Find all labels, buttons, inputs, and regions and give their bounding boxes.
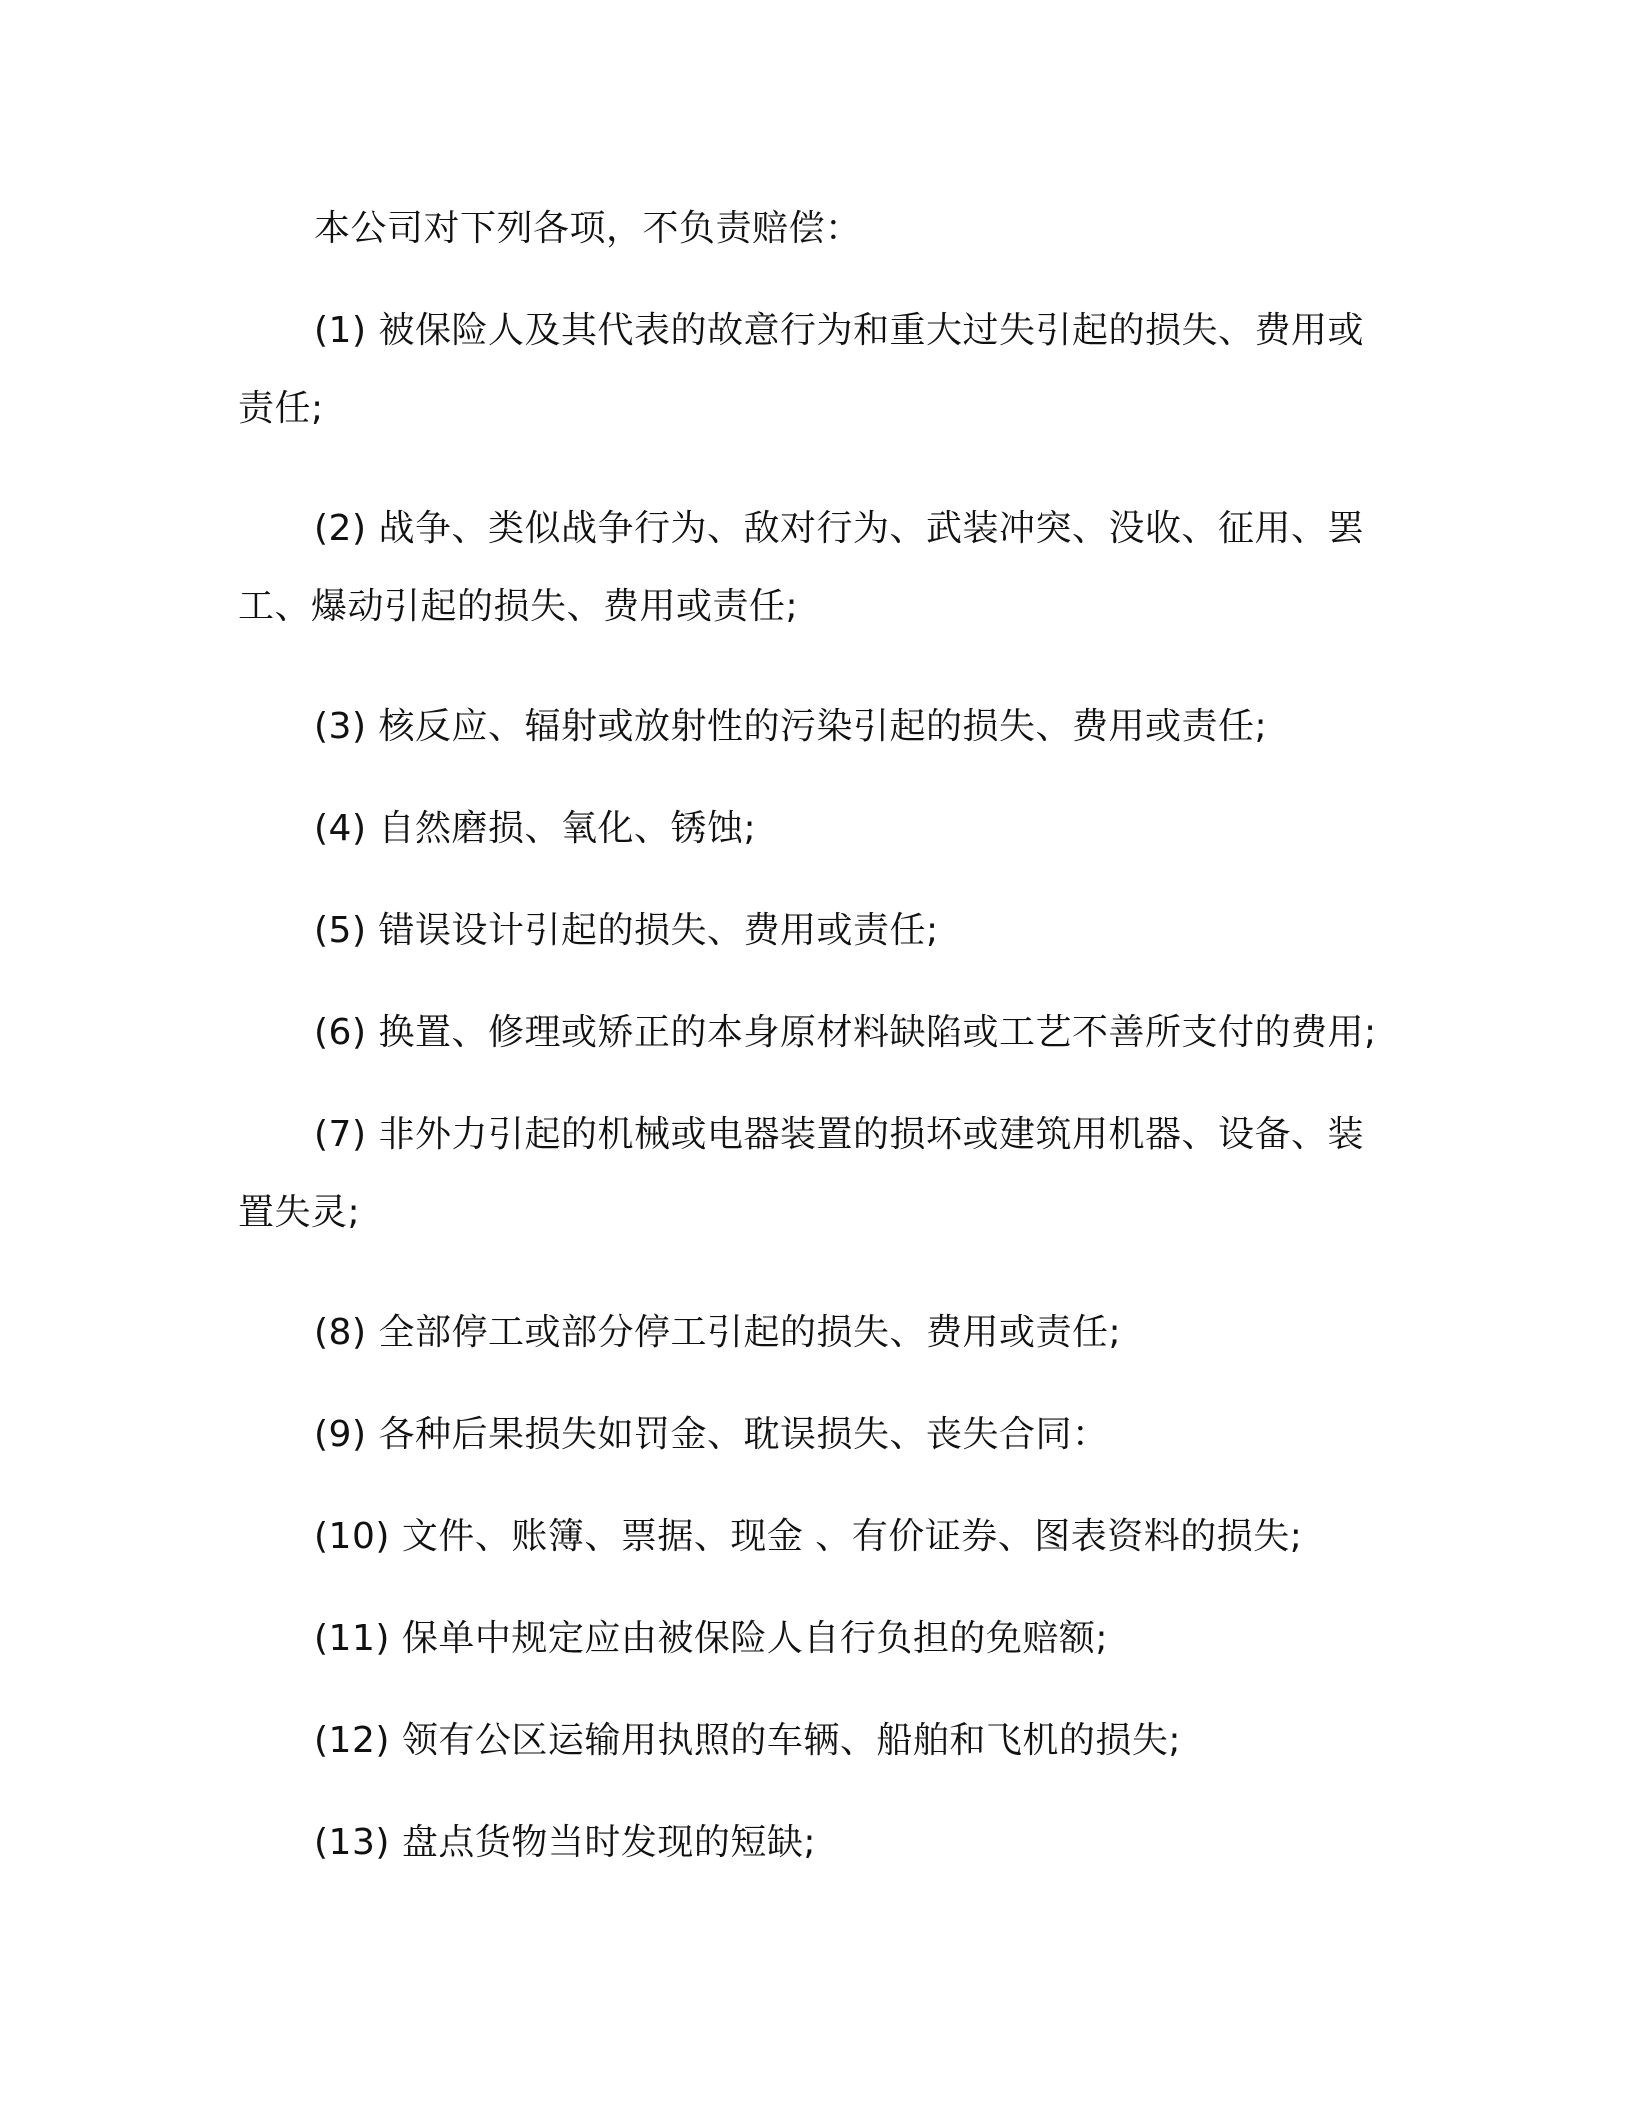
exclusion-item-5: (5) 错误设计引起的损失、费用或责任; xyxy=(314,910,939,951)
exclusion-item-3: (3) 核反应、辐射或放射性的污染引起的损失、费用或责任; xyxy=(314,706,1268,747)
exclusion-item-2: (2) 战争、类似战争行为、敌对行为、武装冲突、没收、征用、罢工、爆动引起的损失、费用或责任; xyxy=(238,508,1364,627)
exclusion-item-1: (1) 被保险人及其代表的故意行为和重大过失引起的损失、费用或责任; xyxy=(238,310,1364,429)
exclusion-item-13: (13) 盘点货物当时发现的短缺; xyxy=(314,1822,816,1863)
exclusion-item-10: (10) 文件、账簿、票据、现金 、有价证券、图表资料的损失; xyxy=(314,1516,1303,1557)
exclusion-intro: 本公司对下列各项，不负责赔偿： xyxy=(314,208,862,249)
exclusion-item-9: (9) 各种后果损失如罚金、耽误损失、丧失合同： xyxy=(314,1414,1109,1455)
exclusion-item-6: (6) 换置、修理或矫正的本身原材料缺陷或工艺不善所支付的费用; xyxy=(314,1012,1377,1053)
exclusion-item-4: (4) 自然磨损、氧化、锈蚀; xyxy=(314,808,757,849)
document-body xyxy=(238,190,1378,1906)
exclusion-item-12: (12) 领有公区运输用执照的车辆、船舶和飞机的损失; xyxy=(314,1720,1181,1761)
exclusion-item-11: (11) 保单中规定应由被保险人自行负担的免赔额; xyxy=(314,1618,1108,1659)
exclusion-item-7: (7) 非外力引起的机械或电器装置的损坏或建筑用机器、设备、装置失灵; xyxy=(238,1114,1364,1233)
exclusion-item-8: (8) 全部停工或部分停工引起的损失、费用或责任; xyxy=(314,1312,1122,1353)
